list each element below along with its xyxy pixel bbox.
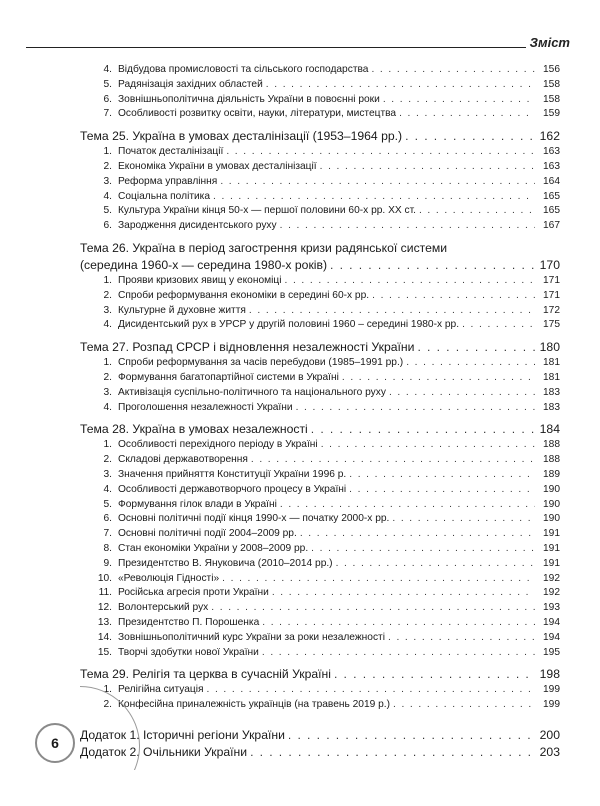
toc-entry-title: Особливості розвитку освіти, науки, літератури, мистецтва xyxy=(118,108,397,120)
toc-entry-title: Формування гілок влади в Україні xyxy=(118,498,277,510)
toc-page-number: 158 xyxy=(543,93,560,105)
toc-dot-leader xyxy=(249,304,535,319)
toc-dot-leader xyxy=(389,386,535,401)
toc-entry-number: 6. xyxy=(103,220,112,232)
toc-subentry xyxy=(80,616,560,631)
toc-subentry xyxy=(80,63,560,78)
toc-page-number: 171 xyxy=(543,274,560,286)
toc-subentry xyxy=(80,289,560,304)
toc-dot-leader xyxy=(399,107,535,122)
toc-entry-number: 7. xyxy=(103,528,112,540)
toc-entry-number: 3. xyxy=(103,386,112,398)
toc-dot-leader xyxy=(288,727,535,744)
toc-page-number: 183 xyxy=(543,386,560,398)
toc-subentry xyxy=(80,371,560,386)
toc-dot-leader xyxy=(272,586,535,601)
toc-entry-number: 2. xyxy=(103,371,112,383)
toc-page-number: 194 xyxy=(543,616,560,628)
toc-subentry xyxy=(80,274,560,289)
toc-entry-title: «Революція Гідності» xyxy=(118,572,220,584)
toc-page-number: 162 xyxy=(539,129,560,144)
toc-subentry xyxy=(80,453,560,468)
toc-entry-title: Зовнішньополітичний курс України за роки незалежності xyxy=(118,631,385,643)
table-of-contents xyxy=(80,63,560,761)
toc-page-number: 188 xyxy=(543,439,560,451)
page-number-badge: 6 xyxy=(35,723,75,763)
toc-page-number: 199 xyxy=(543,684,560,696)
toc-subentry xyxy=(80,527,560,542)
toc-entry-title: Зовнішньополітична діяльність України в повоєнні роки xyxy=(118,93,380,105)
toc-dot-leader xyxy=(266,78,535,93)
toc-entry-title: Зародження дисидентського руху xyxy=(118,220,277,232)
toc-entry-number: 15. xyxy=(97,646,112,658)
toc-entry-number: 4. xyxy=(103,190,112,202)
toc-subentry xyxy=(80,304,560,319)
toc-page-number: 175 xyxy=(543,319,560,331)
toc-entry-title: Проголошення незалежності України xyxy=(118,401,293,413)
toc-subentry xyxy=(80,318,560,333)
toc-entry-title: Відбудова промисловості та сільського господарства xyxy=(118,64,369,75)
toc-dot-leader xyxy=(419,204,535,219)
toc-entry-title: Волонтерський рух xyxy=(118,602,209,614)
toc-dot-leader xyxy=(406,356,535,371)
toc-subentry xyxy=(80,512,560,527)
toc-dot-leader xyxy=(280,219,535,234)
toc-entry-title: Культурне й духовне життя xyxy=(118,304,246,316)
toc-entry-title: (середина 1960-х — середина 1980-х років) xyxy=(80,257,328,272)
toc-subentry xyxy=(80,483,560,498)
toc-entry-number: 2. xyxy=(103,289,112,301)
toc-entry-number: 2. xyxy=(103,699,112,711)
toc-subentry xyxy=(80,145,560,160)
toc-subentry xyxy=(80,572,560,587)
toc-subentry xyxy=(80,401,560,416)
toc-dot-leader xyxy=(280,498,535,513)
toc-page-number: 188 xyxy=(543,454,560,466)
toc-entry-number: 3. xyxy=(103,304,112,316)
toc-subentry xyxy=(80,107,560,122)
toc-dot-leader xyxy=(251,453,535,468)
toc-page-number: 192 xyxy=(543,587,560,599)
toc-dot-leader xyxy=(372,289,535,304)
toc-dot-leader xyxy=(393,698,535,713)
toc-subentry xyxy=(80,631,560,646)
toc-page-number: 190 xyxy=(543,498,560,510)
toc-subentry xyxy=(80,356,560,371)
toc-topic-entry xyxy=(80,339,560,356)
toc-entry-number: 3. xyxy=(103,175,112,187)
toc-entry-title: Соціальна політика xyxy=(118,190,211,202)
toc-page-number: 180 xyxy=(539,340,560,355)
toc-subentry xyxy=(80,219,560,234)
toc-page-number: 164 xyxy=(543,175,560,187)
toc-page-number: 192 xyxy=(543,572,560,584)
toc-dot-leader xyxy=(330,257,535,274)
toc-entry-number: 14. xyxy=(97,631,112,643)
toc-dot-leader xyxy=(321,438,535,453)
toc-entry-title: Стан економіки України у 2008–2009 рр. xyxy=(118,542,309,554)
toc-entry-number: 9. xyxy=(103,557,112,569)
toc-dot-leader xyxy=(300,527,535,542)
toc-subentry xyxy=(80,204,560,219)
toc-page-number: 203 xyxy=(539,744,560,759)
toc-dot-leader xyxy=(417,339,535,356)
toc-topic-entry xyxy=(80,421,560,438)
toc-page-number: 183 xyxy=(543,401,560,413)
toc-entry-title: Президентство В. Януковича (2010–2014 рр.) xyxy=(118,557,333,569)
toc-dot-leader xyxy=(262,616,535,631)
toc-page-number: 163 xyxy=(543,146,560,158)
toc-subentry xyxy=(80,93,560,108)
toc-dot-leader xyxy=(320,160,535,175)
toc-subentry xyxy=(80,160,560,175)
toc-entry-title: Творчі здобутки нової України xyxy=(118,646,259,658)
toc-dot-leader xyxy=(262,646,535,661)
toc-dot-leader xyxy=(383,93,535,108)
toc-entry-number: 2. xyxy=(103,160,112,172)
toc-dot-leader xyxy=(392,512,535,527)
toc-subentry xyxy=(80,542,560,557)
toc-entry-title: Культура України кінця 50-х — першої половини 60-х рр. ХХ ст. xyxy=(118,205,416,217)
toc-topic-entry xyxy=(80,128,560,145)
toc-entry-number: 6. xyxy=(103,513,112,525)
toc-entry-title: Додаток 1. Історичні регіони України xyxy=(80,727,285,742)
toc-page-number: 189 xyxy=(543,468,560,480)
toc-entry-number: 10. xyxy=(97,572,112,584)
toc-page-number: 199 xyxy=(543,699,560,711)
toc-entry-number: 3. xyxy=(103,468,112,480)
toc-entry-title: Початок десталінізації xyxy=(118,146,224,158)
toc-page-number: 181 xyxy=(543,371,560,383)
toc-entry-number: 13. xyxy=(97,616,112,628)
toc-dot-leader xyxy=(211,601,535,616)
toc-entry-title: Радянізація західних областей xyxy=(118,78,263,90)
toc-page-number: 191 xyxy=(543,542,560,554)
toc-entry-title: Значення прийняття Конституції України 1996 р. xyxy=(118,468,347,480)
toc-page-number: 163 xyxy=(543,160,560,172)
toc-dot-leader xyxy=(311,421,535,438)
toc-entry-number: 6. xyxy=(103,93,112,105)
toc-page-number: 198 xyxy=(539,667,560,682)
toc-page-number: 171 xyxy=(543,289,560,301)
toc-entry-number: 4. xyxy=(103,64,112,75)
toc-subentry xyxy=(80,557,560,572)
toc-spacer xyxy=(80,713,560,727)
toc-subentry xyxy=(80,438,560,453)
toc-entry-number: 8. xyxy=(103,542,112,554)
toc-dot-leader xyxy=(462,318,535,333)
toc-entry-title: Конфесійна приналежність українців (на травень 2019 р.) xyxy=(118,699,391,711)
toc-entry-number: 1. xyxy=(103,357,112,369)
toc-subentry xyxy=(80,468,560,483)
toc-dot-leader xyxy=(220,175,535,190)
toc-entry-title: Релігійна ситуація xyxy=(118,684,204,696)
toc-subentry xyxy=(80,601,560,616)
toc-page-number: 184 xyxy=(539,422,560,437)
header-rule xyxy=(26,47,526,48)
toc-subentry xyxy=(80,386,560,401)
toc-entry-number: 4. xyxy=(103,401,112,413)
toc-page-number: 181 xyxy=(543,357,560,369)
toc-entry-title: Тема 28. Україна в умовах незалежності xyxy=(80,422,308,437)
toc-entry-title: Прояви кризових явищ у економіці xyxy=(118,274,282,286)
toc-dot-leader xyxy=(311,542,535,557)
toc-entry-number: 5. xyxy=(103,205,112,217)
toc-entry-title: Економіка України в умовах десталінізації xyxy=(118,160,317,172)
toc-page-number: 200 xyxy=(539,727,560,742)
toc-page-number: 165 xyxy=(543,190,560,202)
toc-entry-title: Основні політичні події 2004–2009 рр. xyxy=(118,528,297,540)
toc-entry-title: Формування багатопартійної системи в Україні xyxy=(118,371,339,383)
toc-entry-number: 7. xyxy=(103,108,112,120)
toc-page-number: 190 xyxy=(543,513,560,525)
toc-dot-leader xyxy=(388,631,535,646)
toc-page-number: 191 xyxy=(543,528,560,540)
toc-page-number: 190 xyxy=(543,483,560,495)
toc-page-number: 194 xyxy=(543,631,560,643)
toc-appendix-entry xyxy=(80,744,560,761)
section-title: Зміст xyxy=(529,35,570,50)
toc-entry-title: Спроби реформування економіки в середині 60-х рр. xyxy=(118,289,370,301)
toc-entry-number: 1. xyxy=(103,684,112,696)
toc-entry-title: Особливості державотворчого процесу в Україні xyxy=(118,483,347,495)
toc-dot-leader xyxy=(213,190,535,205)
toc-subentry xyxy=(80,78,560,93)
toc-dot-leader xyxy=(284,274,535,289)
toc-entry-title: Тема 27. Розпад СРСР і відновлення незалежності України xyxy=(80,340,415,355)
toc-entry-title: Активізація суспільно-політичного та національного руху xyxy=(118,386,386,398)
toc-entry-title: Російська агресія проти України xyxy=(118,587,269,599)
toc-dot-leader xyxy=(342,371,535,386)
toc-subentry xyxy=(80,586,560,601)
toc-entry-number: 11. xyxy=(98,587,112,599)
toc-page-number: 158 xyxy=(543,78,560,90)
toc-dot-leader xyxy=(296,401,535,416)
toc-dot-leader xyxy=(250,744,535,761)
toc-entry-number: 5. xyxy=(103,498,112,510)
toc-entry-title: Основні політичні події кінця 1990-х — початку 2000-х рр. xyxy=(118,513,390,525)
toc-entry-title: Реформа управління xyxy=(118,175,218,187)
toc-page-number: 172 xyxy=(543,304,560,316)
toc-entry-title: Тема 26. Україна в період загострення кризи радянської системи xyxy=(80,240,448,255)
toc-dot-leader xyxy=(349,483,535,498)
toc-page-number: 159 xyxy=(543,108,560,120)
toc-dot-leader xyxy=(222,572,535,587)
toc-entry-number: 5. xyxy=(103,78,112,90)
toc-topic-entry xyxy=(80,257,560,274)
toc-topic-entry xyxy=(80,666,560,683)
toc-page-number: 156 xyxy=(543,64,560,75)
toc-dot-leader xyxy=(207,683,536,698)
toc-entry-title: Додаток 2. Очільники України xyxy=(80,744,248,759)
toc-page-number: 167 xyxy=(543,220,560,232)
toc-entry-number: 1. xyxy=(103,274,112,286)
toc-entry-title: Президентство П. Порошенка xyxy=(118,616,260,628)
toc-dot-leader xyxy=(334,666,535,683)
toc-subentry xyxy=(80,498,560,513)
toc-dot-leader xyxy=(226,145,535,160)
toc-dot-leader xyxy=(405,128,535,145)
toc-dot-leader xyxy=(371,63,535,78)
toc-entry-title: Спроби реформування за часів перебудови (1985–1991 рр.) xyxy=(118,357,404,369)
toc-entry-number: 1. xyxy=(103,146,112,158)
toc-dot-leader xyxy=(349,468,535,483)
toc-entry-title: Тема 25. Україна в умовах десталінізації (1953–1964 рр.) xyxy=(80,129,403,144)
toc-entry-title: Особливості перехідного періоду в Україні xyxy=(118,439,318,451)
toc-entry-number: 12. xyxy=(97,602,112,614)
toc-page-number: 195 xyxy=(543,646,560,658)
toc-dot-leader xyxy=(336,557,535,572)
toc-entry-number: 4. xyxy=(103,483,112,495)
toc-entry-title: Складові державотворення xyxy=(118,454,248,466)
toc-subentry xyxy=(80,646,560,661)
toc-entry-title: Тема 29. Релігія та церква в сучасній Україні xyxy=(80,667,331,682)
toc-subentry xyxy=(80,175,560,190)
toc-subentry xyxy=(80,683,560,698)
toc-entry-number: 4. xyxy=(103,319,112,331)
toc-appendix-entry xyxy=(80,727,560,744)
toc-topic-entry xyxy=(80,240,560,257)
toc-subentry xyxy=(80,698,560,713)
toc-page-number: 170 xyxy=(539,257,560,272)
toc-page-number: 193 xyxy=(543,602,560,614)
toc-entry-number: 2. xyxy=(103,454,112,466)
toc-entry-number: 1. xyxy=(103,439,112,451)
toc-page-number: 191 xyxy=(543,557,560,569)
toc-entry-title: Дисидентський рух в УРСР у другій половині 1960 – середині 1980-х рр. xyxy=(118,319,460,331)
toc-page-number: 165 xyxy=(543,205,560,217)
toc-subentry xyxy=(80,190,560,205)
